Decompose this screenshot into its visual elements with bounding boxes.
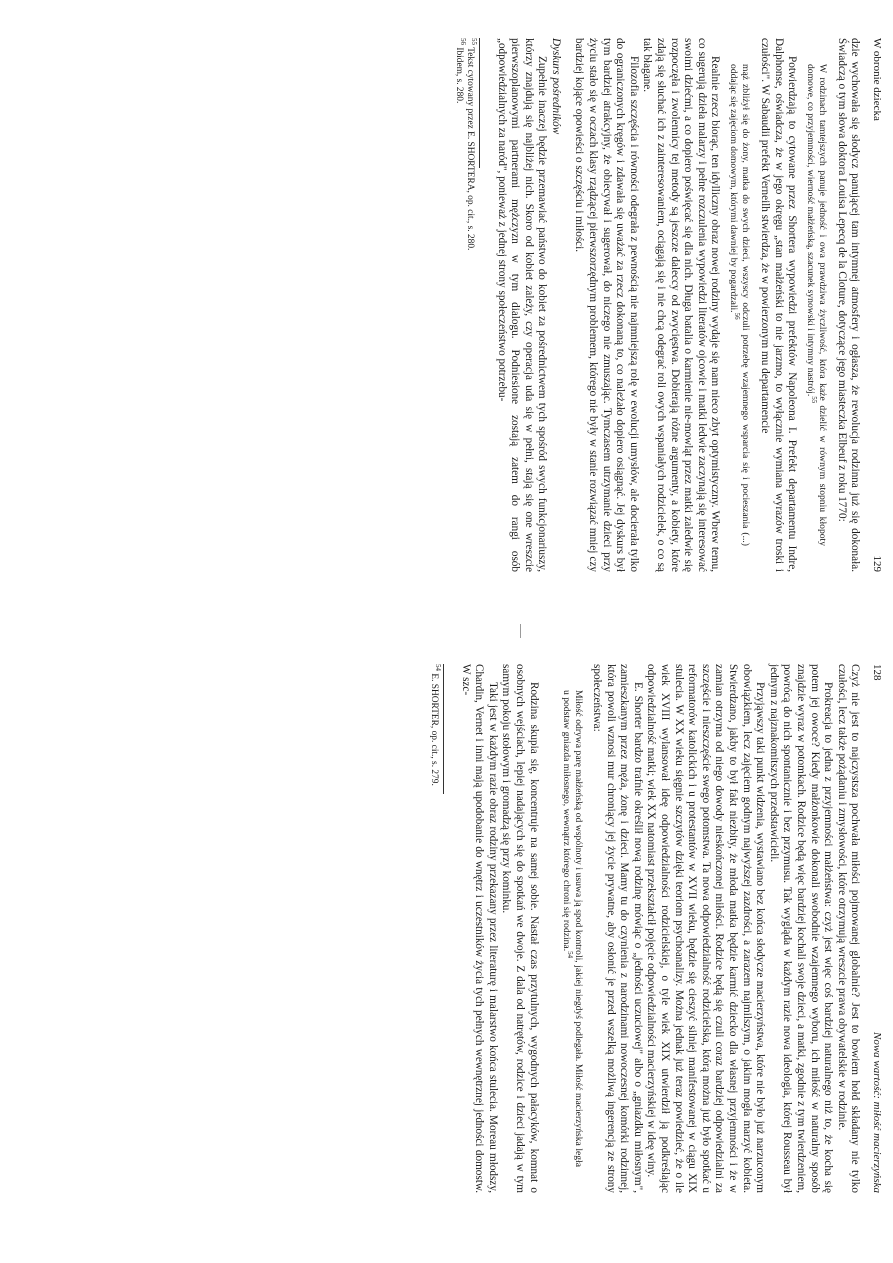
block-quote — [560, 690, 584, 1167]
paragraph: E. Shorter bardzo trafnie określił nową rodzinę mówiąc o „jedności uczuciowej" albo o „gniazdku miłosnym", zamieszkanym przez męża, żonę i dzieci. Mamy tu do czynienia z narodzinami nowoczesnej komórki rodzinnej, która powoli wznosi mur chroniący jej życie prywatne, aby osłonić je przed wszelką możliwą ingerencją ze strony społeczeństwa: — [591, 664, 644, 1193]
paragraph: Potwierdzają to cytowane przez Shortera wypowiedzi prefektów Napoleona I. Prefekt departamentu Indre, Dalphonse, oświadcza, że w jego okręgu „stan małżeński to nie jarzmo, to wyłącznie wymiana wyrazów troski i czułości". W Sabaudii prefekt Verneilh stwierdza, że w powierzonym mu departamencie — [759, 38, 799, 572]
footnote-number: 54 — [434, 664, 443, 671]
page-number: 129 — [871, 555, 883, 572]
quote-text: mąż zbliżył się do żony, matka do swych dzieci, wszyscy odczuli potrzebę wzajemnego wsparcia się i pocieszania (...) oddając się zajęciom domowym, którymi dawniej by pogardzali. — [728, 64, 752, 546]
quote-text: W rodzinach tamtejszych panuje jedność i owa prawdziwa życzliwość, która każe dzielić w równym stopniu kłopoty domowe, co przyjemności, wierność małżeńską, szacunek synowski i intymny nastrój. — [805, 64, 829, 546]
running-title: Nowa wartość: miłość macierzyńska — [871, 1031, 883, 1193]
paragraph: Filozofia szczęścia i równości odegrała z pewnością nie najmniejszą rolę w ewolucji umysłów, ale docierała tylko do ograniczonych kręgów i zdawała się uważać za rzecz dokonaną to, co należało dopiero osiągnąć. Jej dyskurs był tym bardziej atrakcyjny, że obiecywał i sugerował, do niczego nie zmuszając. Tymczasem utrzymanie dzieci przy życiu stało się w oczach klasy rządzącej pierwszorzędnym problemem, którego nie były w stanie rozwiązać mniej czy bardziej kojące opowieści o szczęściu i miłości. — [573, 38, 640, 572]
paragraph: Zupełnie inaczej będzie przemawiać państwo do kobiet za pośrednictwem tych spośród swych funkcjonariuszy, którzy znajdują się najbliżej nich. Skoro od kobiet zależy, czy operacja uda się w pełni, stają się one wreszcie pierwszoplanowymi partnerami mężczyzn w tym dialogu. Podniesione zostają zatem do rangi osób „odpowiedzialnych za naród", ponieważ z jednej strony społeczeństwo potrzebu- — [495, 38, 549, 572]
subheading: Dyskurs pośredników — [549, 38, 562, 135]
footnote — [464, 38, 479, 572]
paragraph: Prokreacja to jedna z przyjemności małżeństwa: czyż jest więc coś bardziej naturalnego niż to, że kocha się potem jej owoce? Kiedy małżonkowie dokonali swobodnie wzajemnego wyboru, ich miłość w naturalny sposób znajdzie wyraz w potomkach. Rodzice będą więc bardziej kochali swoje dzieci, a matki, zgodnie z tym twierdzeniem, powrócą do nich spontanicznie i bez przymusu. Tak wygląda w każdym razie nowa ideologia, której Rousseau był jednym z najznakomitszych przedstawicieli. — [767, 664, 835, 1193]
block-quote — [804, 64, 828, 546]
footnote-text: Tekst cytowany przez E. SHORTERA, op. cit., s. 280. — [464, 47, 475, 251]
footnote-text: E. SHORTER, op. cit., s. 279. — [428, 673, 439, 786]
footnote — [452, 38, 467, 572]
running-head — [869, 664, 883, 1193]
gutter-mark — [520, 624, 521, 638]
footnote-ref: 56 — [733, 312, 742, 320]
paragraph: Przyjąwszy taki punkt widzenia, wystawiano bez końca słodycze macierzyństwa, które nie było już narzuconym obowiązkiem, lecz zajęciem godnym najwyższej zazdrości, a zarazem najmilszym, o jakim mogła marzyć kobieta. Stwierdzano, jakby to był fakt niezbity, że młoda matka będzie karmić dziecko dla własnej przyjemności i że w zamian otrzyma od niego dowody nieskończonej miłości. Rodzice będą się czuli coraz bardziej odpowiedzialni za szczęście i nieszczęście swego potomstwa. Ta nowa odpowiedzialność rodzicielska, którą można już było spotkać u reformatorów katolickich i u protestantów w XVII wieku, będzie się cieszyć silniej manifestowanej w ciągu XIX stulecia. W XX wieku sięgnie szczytów dzięki teoriom psychoanalizy. Można jednak już teraz powiedzieć, że o ile wiek XVIII wylansował ideę odpowiedzialności rodzicielskiej, o tyle wiek XIX utwierdził ją podkreślając odpowiedzialność matki; wiek XX natomiast przekształcił pojęcie odpowiedzialności macierzyńskiej w ideę winy. — [645, 664, 767, 1193]
footnotes — [428, 664, 444, 1193]
paragraph: Realnie rzecz biorąc, ten idylliczny obraz nowej rodziny wydaje się nam nieco zbyt optymistyczny. Wbrew temu, co sugerują dzieła malarzy i pełne rozczulenia wypowiedzi literatów ojcowie i matki ledwie zaczynają się interesować swoimi dziećmi, a co dopiero poświęcać się dla nich. Długa batalia o karmienie nie-mowląt przez matki zaledwie się rozpoczęła i zwolennicy tej metody są jeszcze daleccy od zwycięstwa. Dobierają różne argumenty, a kobiety, które zdają się słuchać ich z zainteresowaniem, ociągają się i nie chcą odegrać roli owych wspaniałych rodzicielek, o co są tak błagane. — [641, 38, 722, 572]
footnote-ref: 54 — [565, 951, 574, 959]
footnotes — [452, 38, 480, 572]
footnote-rule — [443, 664, 444, 794]
paragraph: Taki jest w każdym razie obraz rodziny przekazany przez literaturę i malarstwo końca stulecia. Moreau młodszy, Chardin, Vernet i inni mają upodobanie do wnętrz i uczestników życia tych pełnych wewnętrznej jedności domostw. W szc- — [459, 664, 499, 1193]
footnote-text: Ibidem, s. 280. — [453, 47, 464, 104]
footnote-number: 56 — [458, 38, 467, 45]
running-head — [869, 38, 883, 572]
paragraph: Rodzina skupia się, koncentruje na samej sobie. Nastał czas przytulnych, wygodnych pałacyków, komnat o osobnych wejściach, lepiej nadających się do spotkań we dwoje. Z dala od natrętów, rodzice i dzieci jadają w tym samym pokoju stołowym i gromadzą się przy kominku. — [500, 664, 540, 1193]
paragraph: dzie wychowała się słodycz panującej tam intymnej atmosfery i ogłasza, że rewolucja rodzinna już się dokonała. Świadczą o tym słowa doktora Louisa Lepecq de la Cloture, dotyczące jego miasteczka Elbeuf z roku 1770: — [835, 38, 862, 572]
book-gutter — [0, 620, 893, 642]
footnote-ref: 55 — [810, 396, 819, 404]
page-number: 128 — [871, 664, 883, 681]
paragraph: Czyż nie jest to najczystsza pochwała miłości pojmowanej globalnie? Jest to bowiem hołd składany nie tylko czułości, lecz także pożądaniu i zmysłowości, które otrzymują wreszcie prawa obywatelskie w rodzinie. — [835, 664, 862, 1193]
page-129 — [0, 0, 893, 620]
footnote-rule — [479, 38, 480, 168]
spacer — [540, 664, 554, 1193]
block-quote — [727, 64, 751, 546]
page-128 — [0, 642, 893, 1263]
footnote-number: 55 — [470, 38, 479, 45]
section-heading: W obronie dziecka — [871, 38, 883, 121]
footnote — [428, 664, 443, 1193]
quote-text: Miłość odrywa parę małżeńską od wspólnoty i usuwa ją spod kontroli, jakiej niegdyś podlegała. Miłość macierzyńska legła u podstaw gniazda miłosnego, wewnątrz którego chroni się rodzina. — [560, 690, 584, 1167]
